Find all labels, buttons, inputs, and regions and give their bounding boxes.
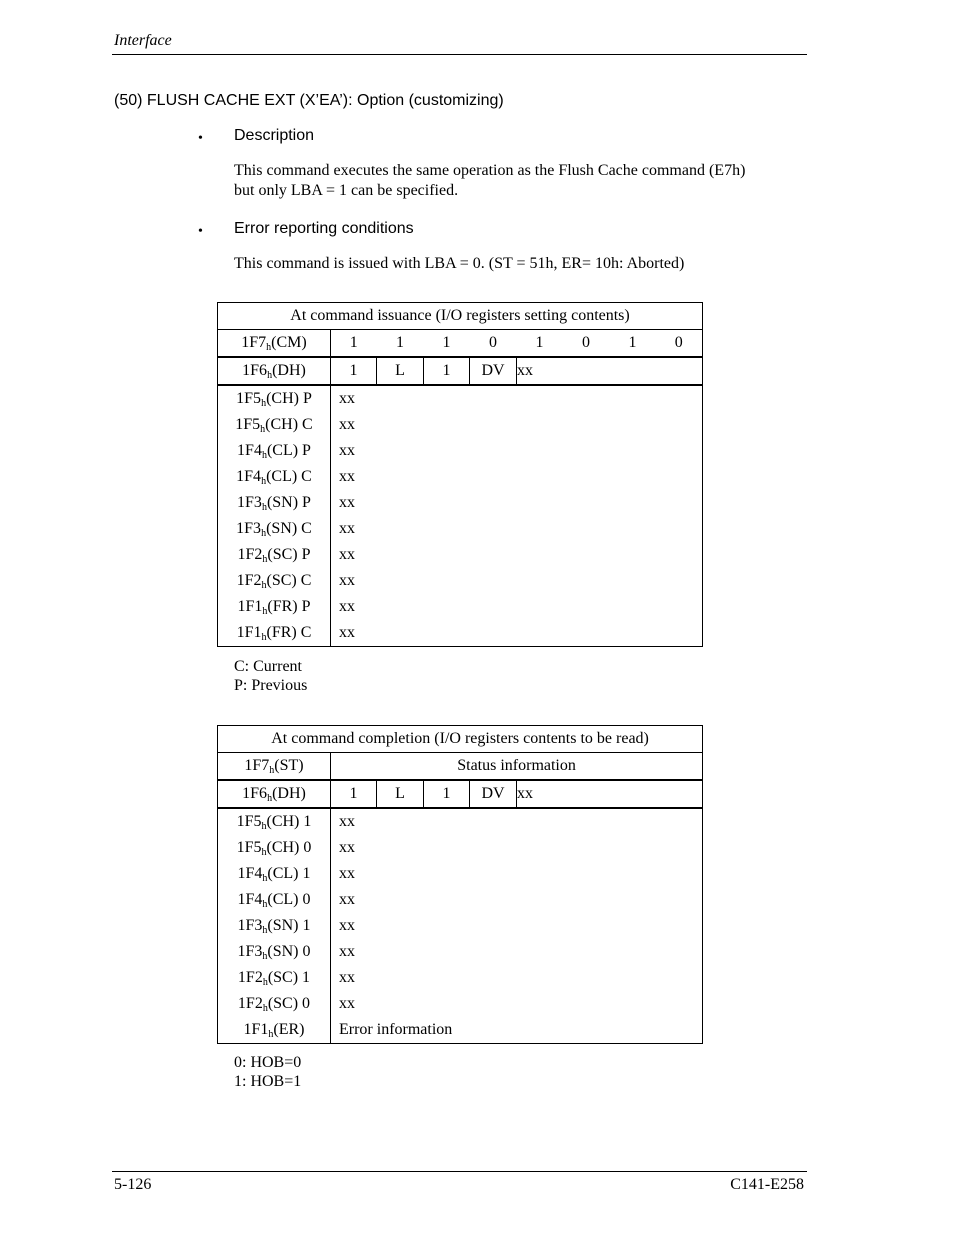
error-text: This command is issued with LBA = 0. (ST = 51h, ER= 10h: Aborted) xyxy=(234,255,685,272)
description-label: Description xyxy=(234,127,315,144)
bullet-icon: • xyxy=(198,131,203,146)
dh-cell: 1 xyxy=(331,780,377,808)
register-label: $1F3_h(SN)$ 0 xyxy=(237,943,311,962)
table-title: At command issuance (I/O registers setting contents) xyxy=(218,303,703,330)
register-label: $1F6_h(DH)$ xyxy=(218,357,331,385)
register-value: xx xyxy=(339,624,355,641)
register-label: $1F4_h(CL)$ 0 xyxy=(237,891,311,910)
register-label: $1F1_h(ER)$ xyxy=(243,1021,305,1040)
bit-cell: 0 xyxy=(656,330,703,358)
register-value: xx xyxy=(339,865,355,882)
register-label: $1F7_h(CM)$ xyxy=(218,330,331,358)
legend-hob0: 0: HOB=0 xyxy=(234,1054,302,1071)
table-row xyxy=(218,753,703,781)
register-label: $1F5_h(CH)$ 0 xyxy=(236,839,312,858)
legend-hob1: 1: HOB=1 xyxy=(234,1073,302,1090)
bit-cell: 1 xyxy=(331,330,377,358)
register-label: $1F7_h(ST)$ xyxy=(218,753,331,781)
description-line-1: This command executes the same operation as the Flush Cache command (E7h) xyxy=(234,162,746,179)
register-label: $1F5_h(CH)$ C xyxy=(235,416,313,435)
register-label-block xyxy=(218,808,331,1044)
register-label: $1F2_h(SC)$ C xyxy=(236,572,312,591)
register-value: xx xyxy=(339,891,355,908)
register-value: xx xyxy=(339,468,355,485)
dh-cell: DV xyxy=(470,780,517,808)
register-label: $1F2_h(SC)$ 1 xyxy=(237,969,311,988)
table-row xyxy=(218,780,703,808)
register-value: xx xyxy=(339,598,355,615)
register-label: $1F2_h(SC)$ 0 xyxy=(237,995,311,1014)
running-header: Interface xyxy=(114,32,172,49)
bullet-icon: • xyxy=(198,224,203,239)
table2-legend xyxy=(234,1053,301,1091)
page-number: 5-126 xyxy=(114,1176,152,1193)
register-value: xx xyxy=(339,416,355,433)
bit-cell: 1 xyxy=(517,330,563,358)
bit-cell: 1 xyxy=(610,330,656,358)
bit-cell: 0 xyxy=(563,330,610,358)
register-label: $1F1_h(FR)$ P xyxy=(237,598,311,617)
register-label: $1F4_h(CL)$ P xyxy=(237,442,311,461)
register-value: xx xyxy=(339,494,355,511)
register-label: $1F5_h(CH)$ 1 xyxy=(236,813,312,832)
legend-current: C: Current xyxy=(234,658,302,675)
table-row xyxy=(218,357,703,385)
status-information-cell: Status information xyxy=(331,753,703,781)
register-value: xx xyxy=(339,995,355,1012)
register-value: xx xyxy=(339,969,355,986)
register-value: xx xyxy=(339,546,355,563)
register-value-block xyxy=(331,808,703,1044)
register-value: Error information xyxy=(339,1021,453,1038)
dh-cell: xx xyxy=(517,357,703,385)
register-label: $1F3_h(SN)$ 1 xyxy=(237,917,311,936)
table-title: At command completion (I/O registers contents to be read) xyxy=(218,726,703,753)
document-id: C141-E258 xyxy=(730,1176,804,1193)
register-label: $1F4_h(CL)$ 1 xyxy=(237,865,311,884)
bit-cell: 1 xyxy=(424,330,470,358)
section-title: (50) FLUSH CACHE EXT (X’EA’): Option (customizing) xyxy=(114,92,504,109)
register-value-block xyxy=(331,385,703,647)
register-value: xx xyxy=(339,839,355,856)
description-text xyxy=(234,161,745,201)
register-label: $1F5_h(CH)$ P xyxy=(236,390,312,409)
dh-cell: DV xyxy=(470,357,517,385)
table-row xyxy=(218,330,703,358)
table1-legend xyxy=(234,657,307,695)
description-line-2: but only LBA = 1 can be specified. xyxy=(234,182,459,199)
register-label: $1F3_h(SN)$ C xyxy=(236,520,312,539)
register-value: xx xyxy=(339,520,355,537)
dh-cell: 1 xyxy=(424,357,470,385)
register-label: $1F6_h(DH)$ xyxy=(218,780,331,808)
register-label-block xyxy=(218,385,331,647)
register-value: xx xyxy=(339,442,355,459)
register-value: xx xyxy=(339,813,355,830)
footer-rule xyxy=(112,1171,807,1172)
bit-cell: 1 xyxy=(377,330,424,358)
register-value: xx xyxy=(339,572,355,589)
error-label: Error reporting conditions xyxy=(234,220,414,237)
register-value: xx xyxy=(339,943,355,960)
dh-cell: L xyxy=(377,780,424,808)
dh-cell: 1 xyxy=(331,357,377,385)
dh-cell: 1 xyxy=(424,780,470,808)
register-label: $1F2_h(SC)$ P xyxy=(237,546,311,565)
completion-register-table xyxy=(217,725,703,1044)
register-value: xx xyxy=(339,917,355,934)
register-label: $1F1_h(FR)$ C xyxy=(236,624,312,643)
dh-cell: L xyxy=(377,357,424,385)
register-label: $1F4_h(CL)$ C xyxy=(236,468,312,487)
register-label: $1F3_h(SN)$ P xyxy=(237,494,311,513)
bit-cell: 0 xyxy=(470,330,517,358)
legend-previous: P: Previous xyxy=(234,677,308,694)
issuance-register-table xyxy=(217,302,703,647)
register-value: xx xyxy=(339,390,355,407)
header-rule xyxy=(112,54,807,55)
dh-cell: xx xyxy=(517,780,703,808)
